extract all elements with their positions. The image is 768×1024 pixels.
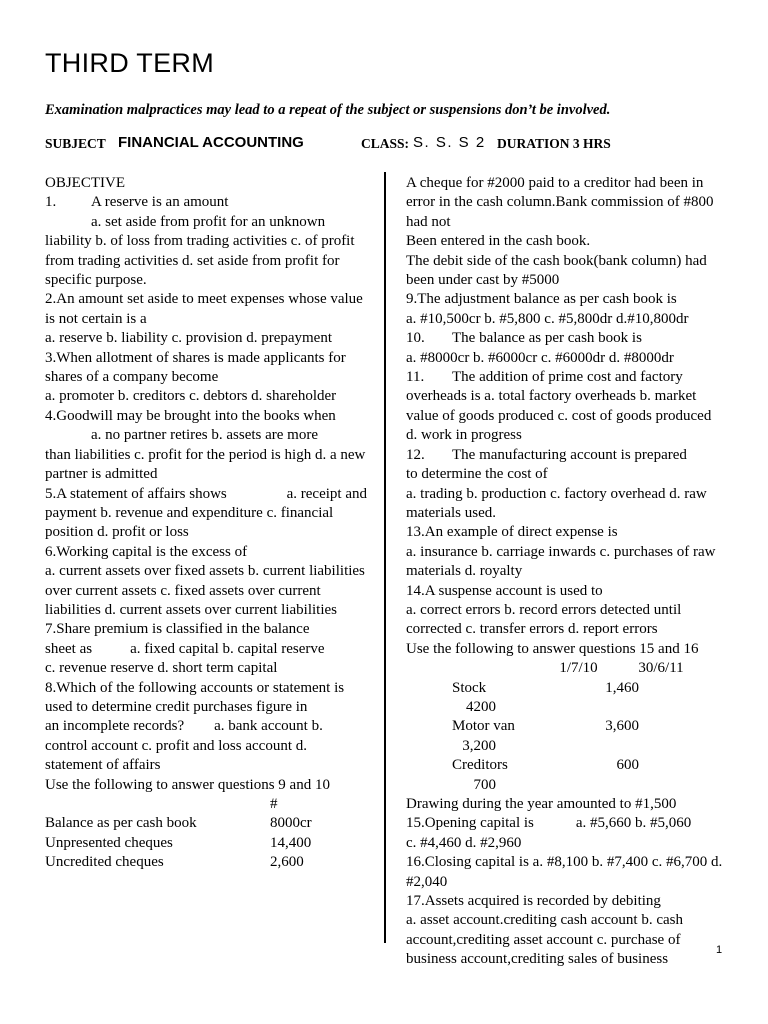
question-17-options: a. asset account.crediting cash account b. cash account,crediting asset account c. purchase of business account,crediting sales of business <box>406 912 683 968</box>
question-1: 1. A reserve is an amount <box>45 194 229 211</box>
question-9-options: a. #10,500cr b. #5,800 c. #5,800dr d.#10,800dr <box>406 310 689 327</box>
question-12: 12. The manufacturing account is prepared <box>406 446 687 463</box>
question-15: 15.Opening capital is a. #5,660 b. #5,060 <box>406 815 692 832</box>
question-8-options: control account c. profit and loss account d. statement of affairs <box>45 737 308 774</box>
continuation-text: Been entered in the cash book. <box>406 233 591 250</box>
table-row: Uncredited cheques 2,600 <box>45 854 304 871</box>
question-1-options: liability b. of loss from trading activities c. of profit from trading activities d. set aside from profit for specific purpose. <box>45 233 355 289</box>
table-row: Unpresented cheques 14,400 <box>45 834 312 851</box>
question-2: 2.An amount set aside to meet expenses whose value is not certain is a <box>45 291 363 327</box>
question-4-options: than liabilities c. profit for the period is high d. a new partner is admitted <box>45 446 366 483</box>
questions-9-10-intro: Use the following to answer questions 9 and 10 <box>45 776 330 793</box>
question-12-options: a. trading b. production c. factory overhead d. raw materials used. <box>406 485 707 521</box>
page-title: THIRD TERM <box>45 48 214 78</box>
questions-15-16-intro: Use the following to answer questions 15 and 16 <box>406 640 699 657</box>
duration: DURATION 3 HRS <box>497 136 611 151</box>
table-header: 1/7/10 30/6/11 <box>559 660 684 677</box>
question-10-options: a. #8000cr b. #6000cr c. #6000dr d. #8000dr <box>406 349 674 366</box>
question-12-line: to determine the cost of <box>406 466 548 483</box>
question-1-option-a: a. set aside from profit for an unknown <box>91 213 326 230</box>
continuation-text: A cheque for #2000 paid to a creditor had been in error in the cash column.Bank commission of #800 had not <box>406 175 714 230</box>
question-8: 8.Which of the following accounts or statement is used to determine credit purchases figure in <box>45 679 345 715</box>
continuation-text: The debit side of the cash book(bank column) had been under cast by #5000 <box>406 252 707 289</box>
question-6-options: a. current assets over fixed assets b. current liabilities over current assets c. fixed assets over current liabilities d. current assets over current liabilities <box>45 563 365 618</box>
class-label: CLASS: <box>361 136 410 151</box>
left-column <box>45 174 367 873</box>
question-3-options: a. promoter b. creditors c. debtors d. shareholder <box>45 388 337 405</box>
subject-label: SUBJECT <box>45 136 106 151</box>
section-heading: OBJECTIVE <box>45 175 125 191</box>
question-2-options: a. reserve b. liability c. provision d. prepayment <box>45 330 332 347</box>
question-4-option-a: a. no partner retires b. assets are more <box>91 427 318 444</box>
question-16: 16.Closing capital is a. #8,100 b. #7,400 c. #6,700 d. #2,040 <box>406 854 723 890</box>
column-divider <box>384 172 386 943</box>
question-11: 11. The addition of prime cost and factory <box>406 369 683 386</box>
drawing-note: Drawing during the year amounted to #1,500 <box>406 796 677 812</box>
question-7-options: c. revenue reserve d. short term capital <box>45 660 278 677</box>
question-3: 3.When allotment of shares is made applicants for shares of a company become <box>45 349 346 386</box>
question-17: 17.Assets acquired is recorded by debiting <box>406 893 661 910</box>
bank-reconciliation-table <box>45 795 367 873</box>
table-row: Balance as per cash book 8000cr <box>45 815 312 832</box>
question-14: 14.A suspense account is used to <box>406 582 603 599</box>
question-5-options: payment b. revenue and expenditure c. financial position d. profit or loss <box>45 504 334 541</box>
exam-warning: Examination malpractices may lead to a repeat of the subject or suspensions don’t be involved. <box>45 102 611 118</box>
question-9: 9.The adjustment balance as per cash book is <box>406 291 677 308</box>
question-7: 7.Share premium is classified in the balance <box>45 621 310 638</box>
table-row: Creditors 600700 <box>452 757 639 793</box>
question-6: 6.Working capital is the excess of <box>45 543 248 560</box>
question-13-options: a. insurance b. carriage inwards c. purchases of raw materials d. royalty <box>406 543 716 580</box>
question-13: 13.An example of direct expense is <box>406 524 618 541</box>
capital-table <box>406 659 724 795</box>
question-8-line: an incomplete records? a. bank account b. <box>45 718 323 735</box>
table-row: Stock 1,4604200 <box>452 679 639 715</box>
question-7-line: sheet as a. fixed capital b. capital reserve <box>45 640 325 657</box>
right-column <box>406 174 724 970</box>
question-15-options: c. #4,460 d. #2,960 <box>406 834 522 851</box>
subject-value: FINANCIAL ACCOUNTING <box>118 134 304 151</box>
class-value: S. S. S 2 <box>413 134 486 151</box>
table-row: Motor van 3,6003,200 <box>452 718 639 754</box>
question-10: 10. The balance as per cash book is <box>406 330 642 347</box>
question-11-options: overheads is a. total factory overheads b. market value of goods produced c. cost of goods produced d. work in progress <box>406 388 712 444</box>
question-5: 5.A statement of affairs shows a. receipt and <box>45 485 367 502</box>
question-14-options: a. correct errors b. record errors detected until corrected c. transfer errors d. report errors <box>406 601 682 638</box>
question-4: 4.Goodwill may be brought into the books when <box>45 407 336 424</box>
table-currency: # <box>270 796 278 812</box>
page-number: 1 <box>716 944 723 956</box>
